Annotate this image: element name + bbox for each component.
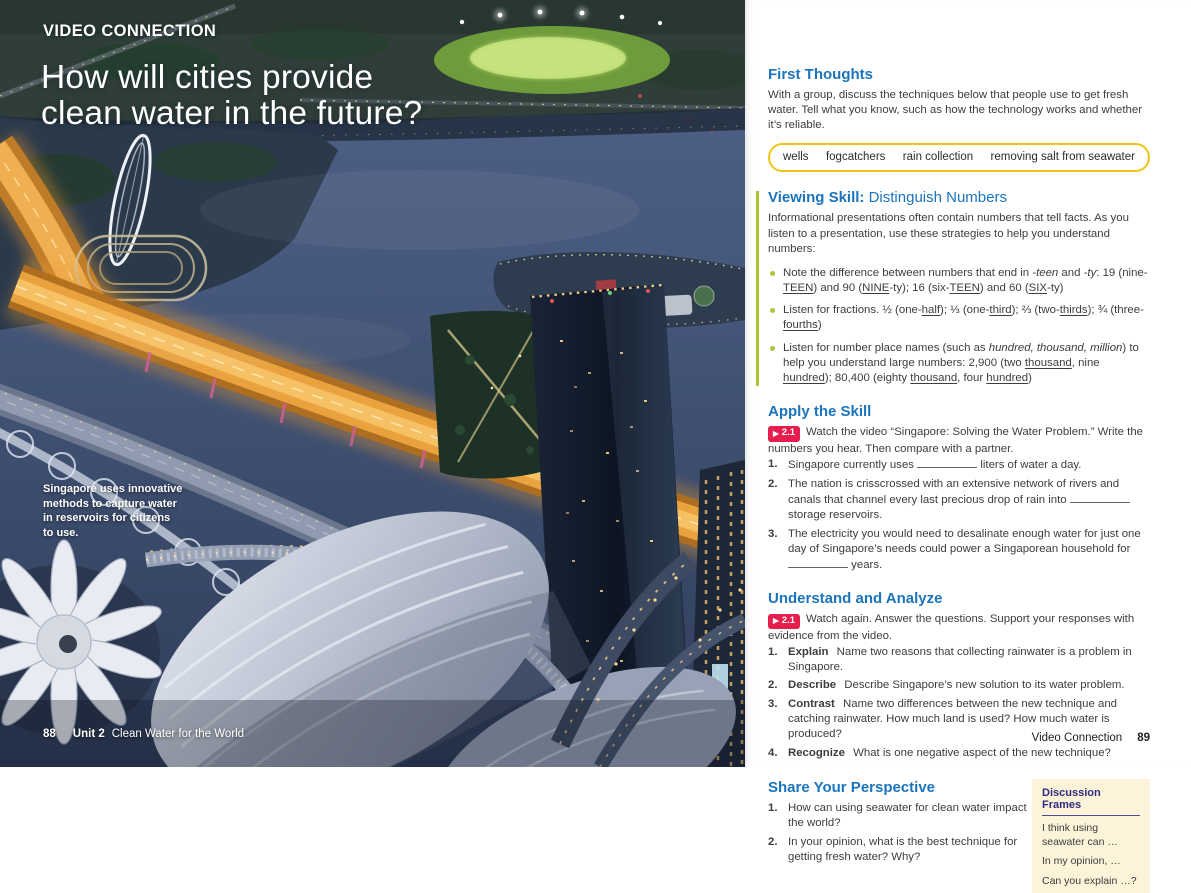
discussion-frames-box bbox=[1032, 779, 1150, 893]
discussion-frame: Can you explain …? bbox=[1042, 875, 1137, 888]
left-page-number: 88 bbox=[43, 728, 56, 740]
page-title bbox=[41, 60, 422, 132]
bullet-item: Listen for fractions. ½ (one-half); ⅓ (one-third); ⅔ (two-thirds); ¾ (three-fourths) bbox=[768, 303, 1150, 333]
play-icon: ▶ bbox=[773, 616, 779, 626]
list-item: 1. Explain Name two reasons that collecting rainwater is a problem in Singapore. bbox=[768, 645, 1132, 673]
apply-skill-intro bbox=[768, 425, 1150, 457]
title-line-2: clean water in the future? bbox=[41, 94, 423, 132]
viewing-skill-heading-rest: Distinguish Numbers bbox=[864, 189, 1007, 207]
photo-caption: Singapore uses innovative methods to capture water in reservoirs for citizens to use. bbox=[43, 483, 183, 539]
section-apply-the-skill bbox=[768, 403, 1150, 573]
right-page-footer bbox=[1032, 732, 1150, 744]
first-thoughts-body: With a group, discuss the techniques below that people use to get fresh water. Tell what you know, such as how the technology works and whether it’s reliable. bbox=[768, 89, 1142, 132]
video-badge bbox=[768, 614, 800, 630]
video-badge-label: 2.1 bbox=[781, 427, 795, 439]
video-badge-label: 2.1 bbox=[781, 614, 795, 626]
share-list bbox=[768, 801, 1032, 865]
title-line-1: How will cities provide bbox=[41, 59, 374, 96]
right-page-number: 89 bbox=[1137, 732, 1150, 744]
list-item: 2. The nation is crisscrossed with an extensive network of rivers and canals that channel every last precious drop of rain into storage reservoirs. bbox=[768, 477, 1150, 523]
share-heading: Share Your Perspective bbox=[768, 779, 936, 797]
understand-intro bbox=[768, 612, 1150, 644]
list-item: 2. Describe Describe Singapore’s new solution to its water problem. bbox=[768, 679, 1125, 692]
section-kicker: VIDEO CONNECTION bbox=[43, 22, 217, 40]
first-thoughts-heading: First Thoughts bbox=[768, 66, 873, 83]
play-icon: ▶ bbox=[773, 429, 779, 439]
section-viewing-skill bbox=[768, 189, 1150, 386]
unit-label: Unit 2 bbox=[72, 728, 105, 740]
share-and-frames-row bbox=[768, 779, 1150, 893]
discussion-frame: I think using seawater can … bbox=[1042, 822, 1118, 848]
bullet-item: Note the difference between numbers that end in -teen and -ty: 19 (nine-TEEN) and 90 (NINE-ty); 16 (six-TEEN) and 60 (SIX-ty) bbox=[768, 266, 1150, 296]
list-item: 4. Recognize What is one negative aspect of the new technique? bbox=[768, 747, 1111, 759]
list-item: 3. The electricity you would need to desalinate enough water for just one day of Singapore’s needs could power a Singaporean household for years. bbox=[768, 527, 1141, 572]
left-page-footer bbox=[43, 728, 244, 740]
video-badge bbox=[768, 426, 800, 442]
footer-section-label: Video Connection bbox=[1031, 732, 1123, 744]
viewing-skill-body: Informational presentations often contain numbers that tell facts. As you listen to a presentation, use these strategies to help you understand numbers: bbox=[768, 212, 1129, 255]
right-page bbox=[745, 0, 1191, 888]
viewing-skill-bullets bbox=[768, 266, 1150, 386]
understand-intro-text: Watch again. Answer the questions. Support your responses with evidence from the video. bbox=[768, 613, 1135, 643]
word-box-term: removing salt from seawater bbox=[990, 151, 1135, 164]
word-box-term: wells bbox=[783, 151, 809, 164]
word-box-term: fogcatchers bbox=[825, 151, 886, 164]
word-box-term: rain collection bbox=[902, 151, 974, 164]
section-share-perspective bbox=[768, 779, 1032, 893]
bullet-item: Listen for number place names (such as hundred, thousand, million) to help you understand large numbers: 2,900 (two thousand, nine hundred); 80,400 (eighty thousand, four hundred) bbox=[768, 341, 1150, 386]
apply-skill-heading: Apply the Skill bbox=[768, 403, 872, 421]
discussion-frame: In my opinion, … bbox=[1042, 855, 1121, 868]
apply-skill-list bbox=[768, 457, 1150, 573]
discussion-frames-title: Discussion Frames bbox=[1042, 787, 1140, 816]
unit-title: Clean Water for the World bbox=[111, 728, 245, 740]
viewing-skill-heading bbox=[768, 189, 1150, 206]
list-item: 1. Singapore currently uses liters of water a day. bbox=[768, 458, 1082, 472]
understand-heading: Understand and Analyze bbox=[768, 590, 943, 608]
list-item: 3. Contrast Name two differences between the new technique and catching rainwater. How much land is used? How much water is produced? bbox=[768, 698, 1117, 741]
list-item: 2. In your opinion, what is the best technique for getting fresh water? Why? bbox=[768, 835, 1018, 864]
viewing-skill-heading-lead: Viewing Skill: bbox=[768, 189, 865, 207]
list-item: 1. How can using seawater for clean water impact the world? bbox=[768, 802, 1027, 830]
word-box bbox=[768, 143, 1150, 172]
apply-skill-intro-text: Watch the video “Singapore: Solving the Water Problem.” Write the numbers you hear. Then compare with a partner. bbox=[768, 426, 1144, 456]
section-first-thoughts bbox=[768, 66, 1150, 172]
